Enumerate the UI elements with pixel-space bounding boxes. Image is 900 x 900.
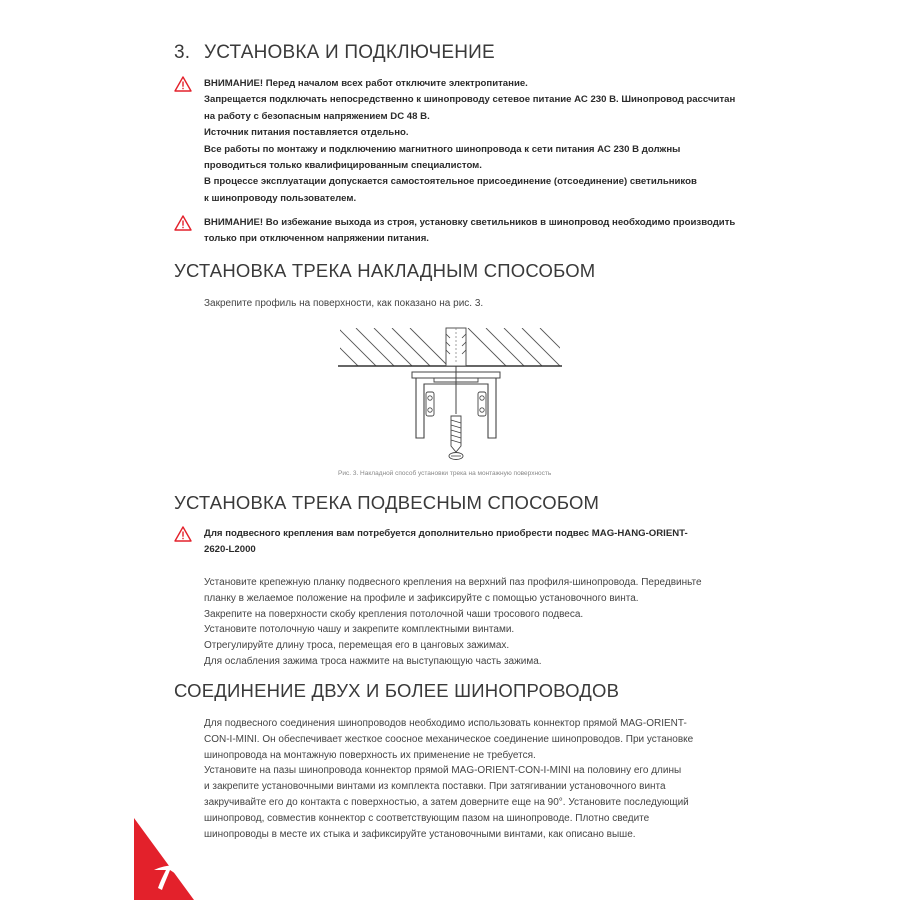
- warning-line: Все работы по монтажу и подключению магнитного шинопровода к сети питания АС 230 В должны: [204, 143, 681, 155]
- suspended-mount-title: УСТАНОВКА ТРЕКА ПОДВЕСНЫМ СПОСОБОМ: [174, 492, 600, 513]
- warning-line: ВНИМАНИЕ! Перед началом всех работ отключите электропитание.: [204, 78, 528, 89]
- warning-line: ВНИМАНИЕ! Во избежание выхода из строя, установку светильников в шинопровод необходимо производить: [204, 217, 736, 228]
- warning-line: проводиться только квалифицированным специалистом.: [204, 160, 482, 172]
- section-title-text: УСТАНОВКА И ПОДКЛЮЧЕНИЕ: [204, 42, 495, 63]
- surface-mount-title: УСТАНОВКА ТРЕКА НАКЛАДНЫМ СПОСОБОМ: [174, 260, 596, 281]
- suspended-mount-text: [204, 575, 702, 670]
- text-line: шинопровод, совместив коннектор с соответствующим пазом на шинопроводе. Плотно сведите: [204, 812, 650, 824]
- surface-mount-diagram: [330, 318, 570, 464]
- text-line: закручивайте его до контакта с поверхностью, а затем доверните еще на 90°. Установите последующий: [204, 796, 689, 808]
- surface-mount-text: Закрепите профиль на поверхности, как показано на рис. 3.: [204, 298, 484, 309]
- warning-line: только при отключенном напряжении питания.: [204, 233, 429, 245]
- text-line: планку в желаемое положение на профиле и зафиксируйте с помощью установочного винта.: [204, 592, 639, 604]
- text-line: Установите на пазы шинопровода коннектор прямой MAG-ORIENT-CON-I-MINI на половину его длины: [204, 765, 682, 777]
- warning-line: Запрещается подключать непосредственно к шинопроводу сетевое питание АС 230 В. Шинопровод рассчитан: [204, 94, 736, 106]
- warning-text: [204, 215, 735, 248]
- figure-caption: Рис. 3. Накладной способ установки трека на монтажную поверхность: [338, 470, 552, 477]
- section-number: 3.: [174, 42, 191, 63]
- connection-text: [204, 716, 693, 842]
- text-line: и закрепите установочными винтами из комплекта поставки. При затягивании установочного винта: [204, 781, 666, 793]
- warning-triangle-icon: [174, 215, 192, 231]
- warning-triangle-icon: [174, 526, 192, 542]
- warning-triangle-icon: [174, 76, 192, 92]
- text-line: Отрегулируйте длину троса, перемещая его в цанговых зажимах.: [204, 640, 510, 652]
- text-line: Установите потолочную чашу и закрепите комплектными винтами.: [204, 624, 515, 636]
- warning-line: Источник питания поставляется отдельно.: [204, 127, 409, 139]
- section-title: [174, 42, 495, 64]
- warning-line: 2620-L2000: [204, 544, 256, 556]
- text-line: Для подвесного соединения шинопроводов необходимо использовать коннектор прямой MAG-ORIENT-: [204, 718, 687, 729]
- text-line: шинопроводы в месте их стыка и зафиксируйте установочными винтами, как описано выше.: [204, 828, 636, 840]
- text-line: Для ослабления зажима троса нажмите на выступающую часть зажима.: [204, 655, 542, 667]
- warning-text: [204, 526, 688, 559]
- warning-line: В процессе эксплуатации допускается самостоятельное присоединение (отсоединение) светильников: [204, 176, 697, 188]
- warning-line: на работу с безопасным напряжением DC 48 В.: [204, 110, 430, 122]
- warning-line: к шинопроводу пользователем.: [204, 192, 357, 204]
- connection-title: СОЕДИНЕНИЕ ДВУХ И БОЛЕЕ ШИНОПРОВОДОВ: [174, 680, 620, 701]
- text-line: CON-I-MINI. Он обеспечивает жесткое соосное механическое соединение шинопроводов. При установке: [204, 733, 694, 745]
- brand-corner-logo: [134, 818, 194, 900]
- text-line: Установите крепежную планку подвесного крепления на верхний паз профиля-шинопровода. Передвиньте: [204, 577, 702, 588]
- warning-line: Для подвесного крепления вам потребуется дополнительно приобрести подвес MAG-HANG-ORIENT-: [204, 528, 688, 539]
- text-line: Закрепите на поверхности скобу крепления потолочной чаши тросового подвеса.: [204, 608, 584, 620]
- text-line: шинопровода на монтажную поверхность их применение не требуется.: [204, 749, 536, 761]
- warning-text: [204, 76, 735, 207]
